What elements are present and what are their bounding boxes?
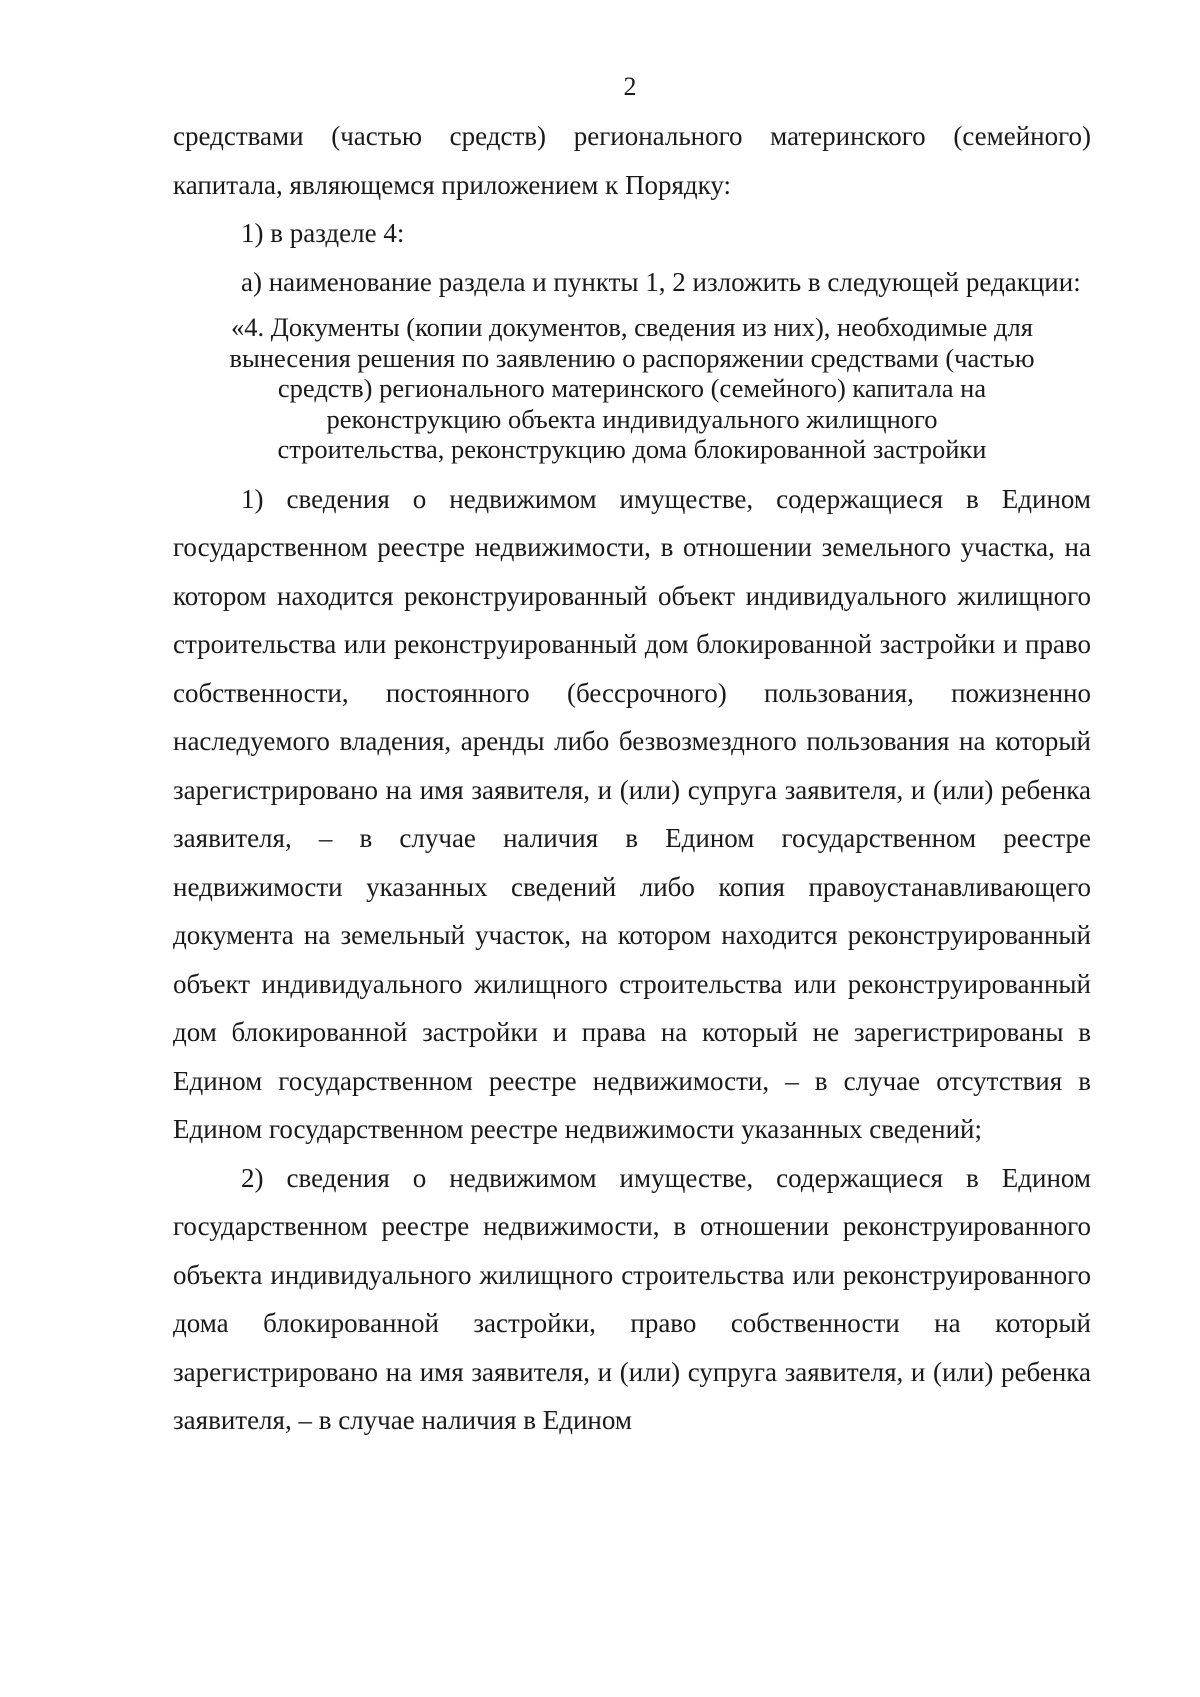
paragraph-amendment-a: а) наименование раздела и пункты 1, 2 изложить в следующей редакции: [241,266,1081,297]
paragraph-section-4: 1) в разделе 4: [241,218,405,248]
section-heading-line: строительства, реконструкцию дома блокированной застройки [277,434,987,464]
paragraph-item-2: 2) сведения о недвижимом имуществе, содержащиеся в Едином государственном реестре недвижимости, в отношении реконструированного объекта индивидуального жилищного строительства или реконструированного дома блокированной застройки, право собственности на который зарегистрировано на имя заявителя, и (или) супруга заявителя, и (или) ребенка заявителя, – в случае наличия в Едином [173,1162,1091,1435]
section-heading-line: вынесения решения по заявлению о распоряжении средствами (частью [229,342,1035,373]
section-heading [173,312,1091,465]
section-heading-line: «4. Документы (копии документов, сведения из них), необходимые для [231,312,1033,342]
document-body [173,112,1091,1445]
section-heading-line: средств) регионального материнского (семейного) капитала на [277,373,987,403]
paragraph-item-1: 1) сведения о недвижимом имуществе, содержащиеся в Едином государственном реестре недвижимости, в отношении земельного участка, на котором находится реконструированный объект индивидуального жилищного строительства или реконструированный дом блокированной застройки и право собственности, постоянного (бессрочного) пользования, пожизненно наследуемого владения, аренды либо безвозмездного пользования на который зарегистрировано на имя заявителя, и (или) супруга заявителя, и (или) ребенка заявителя, – в случае наличия в Едином государственном реестре недвижимости указанных сведений либо копия правоустанавливающего документа на земельный участок, на котором находится реконструированный объект индивидуального жилищного строительства или реконструированный дом блокированной застройки и права на который не зарегистрированы в Едином государственном реестре недвижимости, – в случае отсутствия в Едином государственном реестре недвижимости указанных сведений; [173,483,1091,1144]
section-heading-line: реконструкцию объекта индивидуального жилищного [326,403,938,434]
paragraph-intro: средствами (частью средств) регионального материнского (семейного) капитала, являющемся приложением к Порядку: [173,121,1091,200]
page-number: 2 [623,72,637,101]
